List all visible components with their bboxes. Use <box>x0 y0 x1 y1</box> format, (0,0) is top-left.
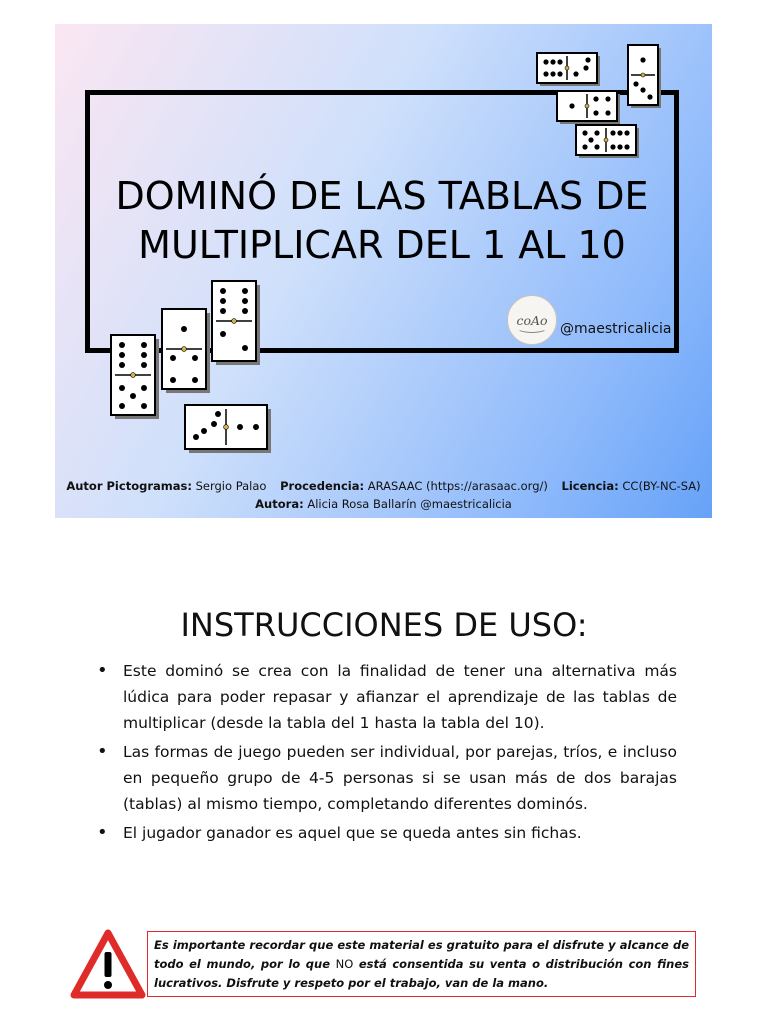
notice-text: Es importante recordar que este material es gratuito para el disfrute y alcance de todo el mundo, por lo que <box>154 938 689 971</box>
credit-label: Licencia: <box>561 479 619 493</box>
domino-tile-icon <box>110 334 160 420</box>
title-line-1: DOMINÓ DE LAS TABLAS DE <box>115 174 649 218</box>
notice-box <box>147 931 696 997</box>
domino-tile-icon <box>556 90 622 126</box>
list-item: • Las formas de juego pueden ser individual, por parejas, tríos, e incluso en pequeño grupo de 4-5 personas si se usan más de dos barajas (tablas) al mismo tiempo, completando diferentes dominós. <box>97 739 677 817</box>
page-title <box>85 172 679 270</box>
credit-value: Alicia Rosa Ballarín @maestricalicia <box>307 497 512 511</box>
credits-line-1 <box>55 477 712 495</box>
domino-tile-icon <box>627 44 663 110</box>
author-handle: @maestricalicia <box>560 321 672 337</box>
list-item: • El jugador ganador es aquel que se queda antes sin fichas. <box>97 820 677 846</box>
domino-tile-icon <box>161 308 211 394</box>
notice-text: está consentida su venta o distribución con fines lucrativos. Disfrute y respeto por el trabajo, van de la mano. <box>154 957 689 990</box>
title-line-2: MULTIPLICAR DEL 1 AL 10 <box>138 223 626 267</box>
credit-label: Autor Pictogramas: <box>66 479 192 493</box>
cover-banner <box>55 24 712 518</box>
credits-line-2 <box>55 495 712 513</box>
domino-tile-icon <box>575 124 641 160</box>
notice-emphasis: NO <box>335 957 354 971</box>
domino-tile-icon <box>184 404 272 454</box>
credit-value: Sergio Palao <box>195 479 267 493</box>
credits <box>55 477 712 513</box>
instructions-list <box>97 658 677 849</box>
author-logo-icon <box>507 295 557 345</box>
title-block <box>85 172 679 270</box>
list-item: • Este dominó se crea con la finalidad de tener una alternativa más lúdica para poder repasar y afianzar el aprendizaje de las tablas de multiplicar (desde la tabla del 1 hasta la tabla del 10). <box>97 658 677 736</box>
domino-tile-icon <box>536 52 602 88</box>
credit-value: CC(BY-NC-SA) <box>622 479 701 493</box>
credit-value: ARASAAC (https://arasaac.org/) <box>367 479 548 493</box>
instructions-heading: INSTRUCCIONES DE USO: <box>180 606 588 644</box>
domino-tile-icon <box>211 280 261 366</box>
credit-label: Autora: <box>255 497 304 511</box>
svg-text:coAo: coAo <box>516 312 548 328</box>
warning-triangle-icon <box>70 928 146 1000</box>
credit-label: Procedencia: <box>280 479 365 493</box>
